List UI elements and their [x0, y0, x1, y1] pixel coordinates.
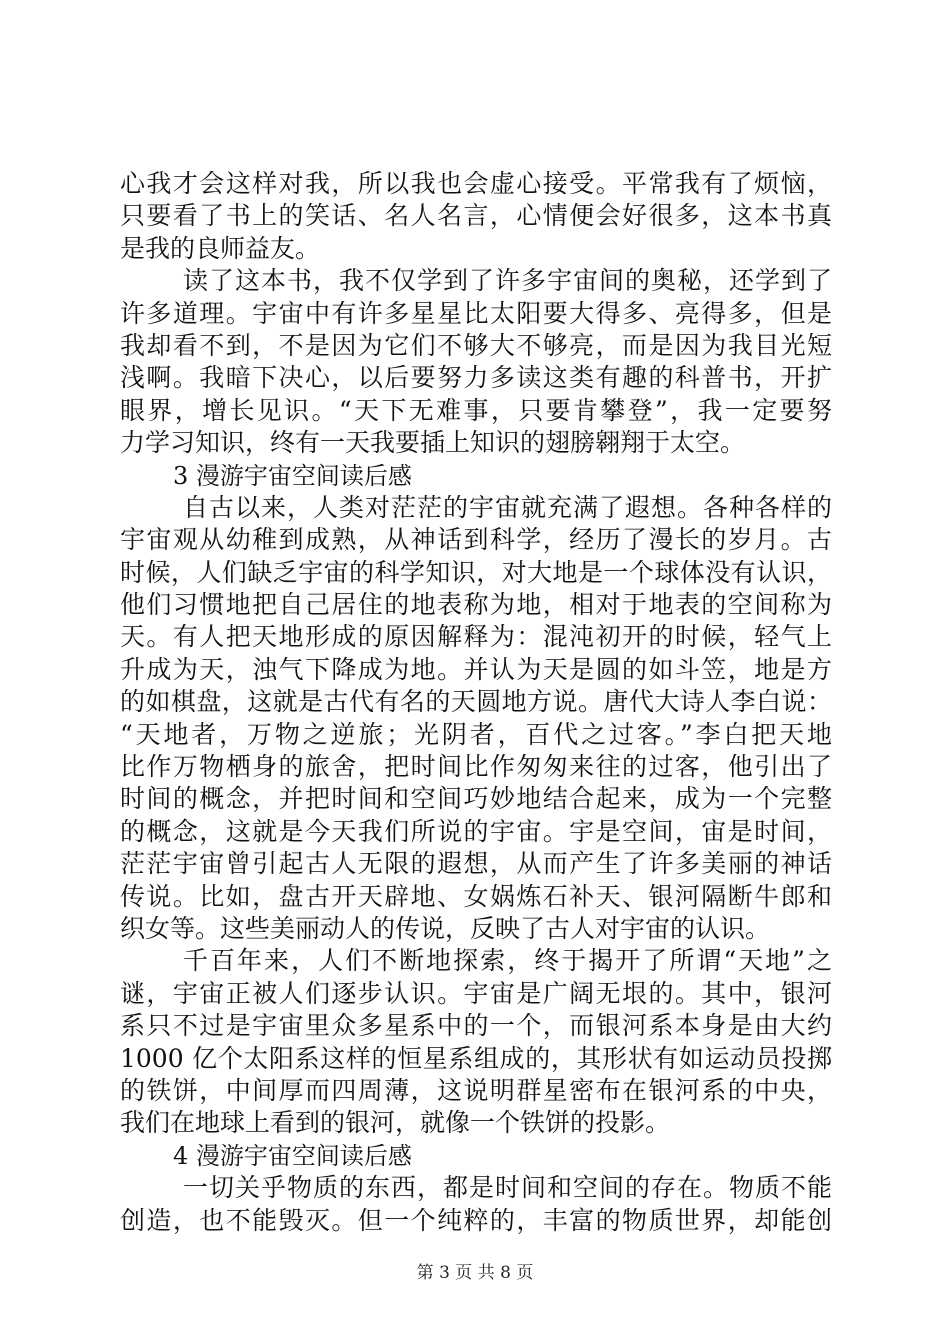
- text-line: 天。有人把天地形成的原因解释为：混沌初开的时候，轻气上: [120, 622, 832, 652]
- text-line: 升成为天，浊气下降成为地。并认为天是圆的如斗笠，地是方: [120, 654, 832, 684]
- text-line: 传说。比如，盘古开天辟地、女娲炼石补天、银河隔断牛郎和: [120, 881, 832, 911]
- document-body: [120, 168, 832, 1237]
- text-line: 眼界，增长见识。“天下无难事，只要肯攀登”，我一定要努: [120, 395, 832, 425]
- text-line: 系只不过是宇宙里众多星系中的一个，而银河系本身是由大约: [120, 1011, 832, 1041]
- paragraph-first-line: 一切关乎物质的东西，都是时间和空间的存在。物质不能: [183, 1173, 832, 1203]
- page-number-footer: 第 3 页 共 8 页: [416, 1263, 534, 1283]
- text-line: 茫茫宇宙曾引起古人无限的遐想，从而产生了许多美丽的神话: [120, 849, 832, 879]
- text-line: 心我才会这样对我，所以我也会虚心接受。平常我有了烦恼，: [120, 169, 832, 198]
- text-line: 比作万物栖身的旅舍，把时间比作匆匆来往的过客，他引出了: [120, 752, 832, 782]
- text-line: 宇宙观从幼稚到成熟，从神话到科学，经历了漫长的岁月。古: [120, 525, 832, 555]
- text-line: 的概念，这就是今天我们所说的宇宙。宇是空间，宙是时间，: [120, 816, 832, 846]
- text-line: 我却看不到，不是因为它们不够大不够亮，而是因为我目光短: [120, 330, 832, 360]
- text-line: 的如棋盘，这就是古代有名的天圆地方说。唐代大诗人李白说：: [120, 687, 832, 717]
- text-line: 只要看了书上的笑话、名人名言，心情便会好很多，这本书真: [120, 201, 832, 231]
- text-line: 时候，人们缺乏宇宙的科学知识，对大地是一个球体没有认识，: [120, 557, 832, 587]
- text-line: 许多道理。宇宙中有许多星星比太阳要大得多、亮得多，但是: [120, 298, 832, 328]
- text-line: 是我的良师益友。: [120, 233, 321, 263]
- text-line: 织女等。这些美丽动人的传说，反映了古人对宇宙的认识。: [120, 913, 771, 943]
- text-line: 力学习知识，终有一天我要插上知识的翅膀翱翔于太空。: [120, 428, 746, 458]
- text-line: 的铁饼，中间厚而四周薄，这说明群星密布在银河系的中央，: [120, 1075, 832, 1105]
- paragraph-first-line: 读了这本书，我不仅学到了许多宇宙间的奥秘，还学到了: [183, 266, 832, 296]
- text-line: 时间的概念，并把时间和空间巧妙地结合起来，成为一个完整: [120, 784, 832, 814]
- text-line: “天地者，万物之逆旅；光阴者，百代之过客。”李白把天地: [120, 719, 832, 749]
- text-line: 浅啊。我暗下决心，以后要努力多读这类有趣的科普书，开扩: [120, 363, 832, 393]
- text-line: 创造，也不能毁灭。但一个纯粹的，丰富的物质世界，却能创: [120, 1205, 832, 1235]
- paragraph-first-line: 千百年来，人们不断地探索，终于揭开了所谓“天地”之: [183, 946, 832, 976]
- text-line: 他们习惯地把自己居住的地表称为地，相对于地表的空间称为: [120, 590, 832, 620]
- text-line: 谜，宇宙正被人们逐步认识。宇宙是广阔无垠的。其中，银河: [120, 978, 832, 1008]
- section-heading: 3 漫游宇宙空间读后感: [173, 461, 412, 490]
- text-line: 1000 亿个太阳系这样的恒星系组成的，其形状有如运动员投掷: [120, 1043, 832, 1073]
- section-heading: 4 漫游宇宙空间读后感: [173, 1141, 412, 1170]
- text-line: 我们在地球上看到的银河，就像一个铁饼的投影。: [120, 1108, 671, 1138]
- paragraph-first-line: 自古以来，人类对茫茫的宇宙就充满了遐想。各种各样的: [183, 492, 832, 522]
